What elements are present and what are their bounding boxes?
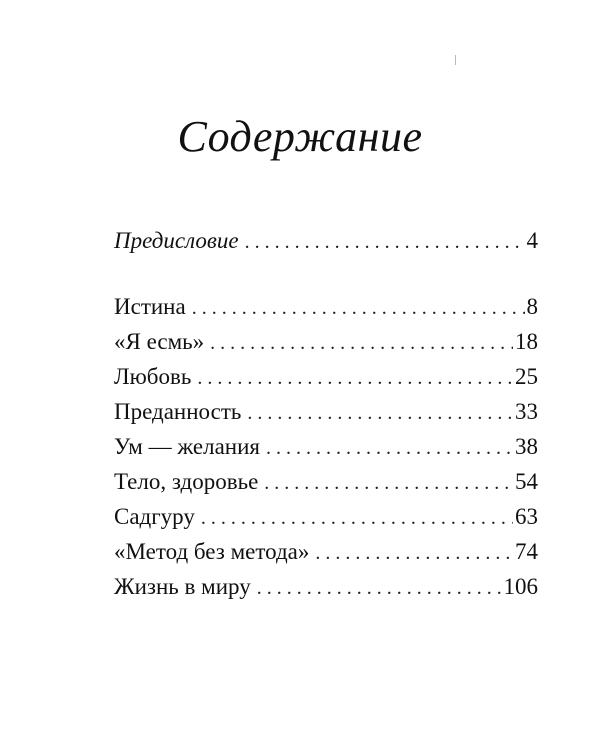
dot-leader [245, 225, 525, 260]
dot-leader [257, 571, 502, 606]
toc-entry-label: «Метод без метода» [114, 539, 310, 564]
toc-preface-list [114, 223, 538, 258]
toc-entry [114, 499, 538, 534]
toc-entry-page: 74 [515, 539, 538, 564]
toc-entry-label: Истина [114, 294, 186, 319]
dot-leader [210, 326, 513, 361]
toc-entry-page: 25 [515, 364, 538, 389]
toc-entry [114, 534, 538, 569]
toc-entry-label: Предисловие [114, 228, 239, 253]
toc-entry [114, 394, 538, 429]
toc-entry-label: Преданность [114, 399, 242, 424]
toc-entry [114, 359, 538, 394]
toc-entry-preface [114, 223, 538, 258]
toc-entry-page: 54 [515, 469, 538, 494]
dot-leader [247, 396, 513, 431]
toc-entry [114, 464, 538, 499]
toc-entry-label: Любовь [114, 364, 192, 389]
toc-entry-label: Жизнь в миру [114, 574, 251, 599]
toc-entry [114, 429, 538, 464]
toc-entry [114, 569, 538, 604]
toc-entry-page: 8 [526, 294, 538, 319]
toc-entry [114, 289, 538, 324]
toc-entry-label: Садгуру [114, 504, 195, 529]
scan-speck [455, 55, 456, 65]
toc-entry-label: «Я есмь» [114, 329, 205, 354]
toc-entry-page: 38 [515, 434, 538, 459]
dot-leader [315, 536, 513, 571]
dot-leader [264, 466, 513, 501]
toc-entry-page: 33 [515, 399, 538, 424]
page-title: Содержание [177, 112, 423, 161]
dot-leader [201, 501, 513, 536]
toc-entry-label: Ум — желания [114, 434, 260, 459]
toc-entry-page: 63 [515, 504, 538, 529]
toc-entry-page: 106 [503, 574, 538, 599]
toc-list [114, 289, 538, 604]
dot-leader [192, 291, 525, 326]
toc-entry-page: 4 [526, 228, 538, 253]
toc-entry-page: 18 [515, 329, 538, 354]
toc-entry-label: Тело, здоровье [114, 469, 259, 494]
toc-entry [114, 324, 538, 359]
dot-leader [197, 361, 513, 396]
dot-leader [266, 431, 513, 466]
